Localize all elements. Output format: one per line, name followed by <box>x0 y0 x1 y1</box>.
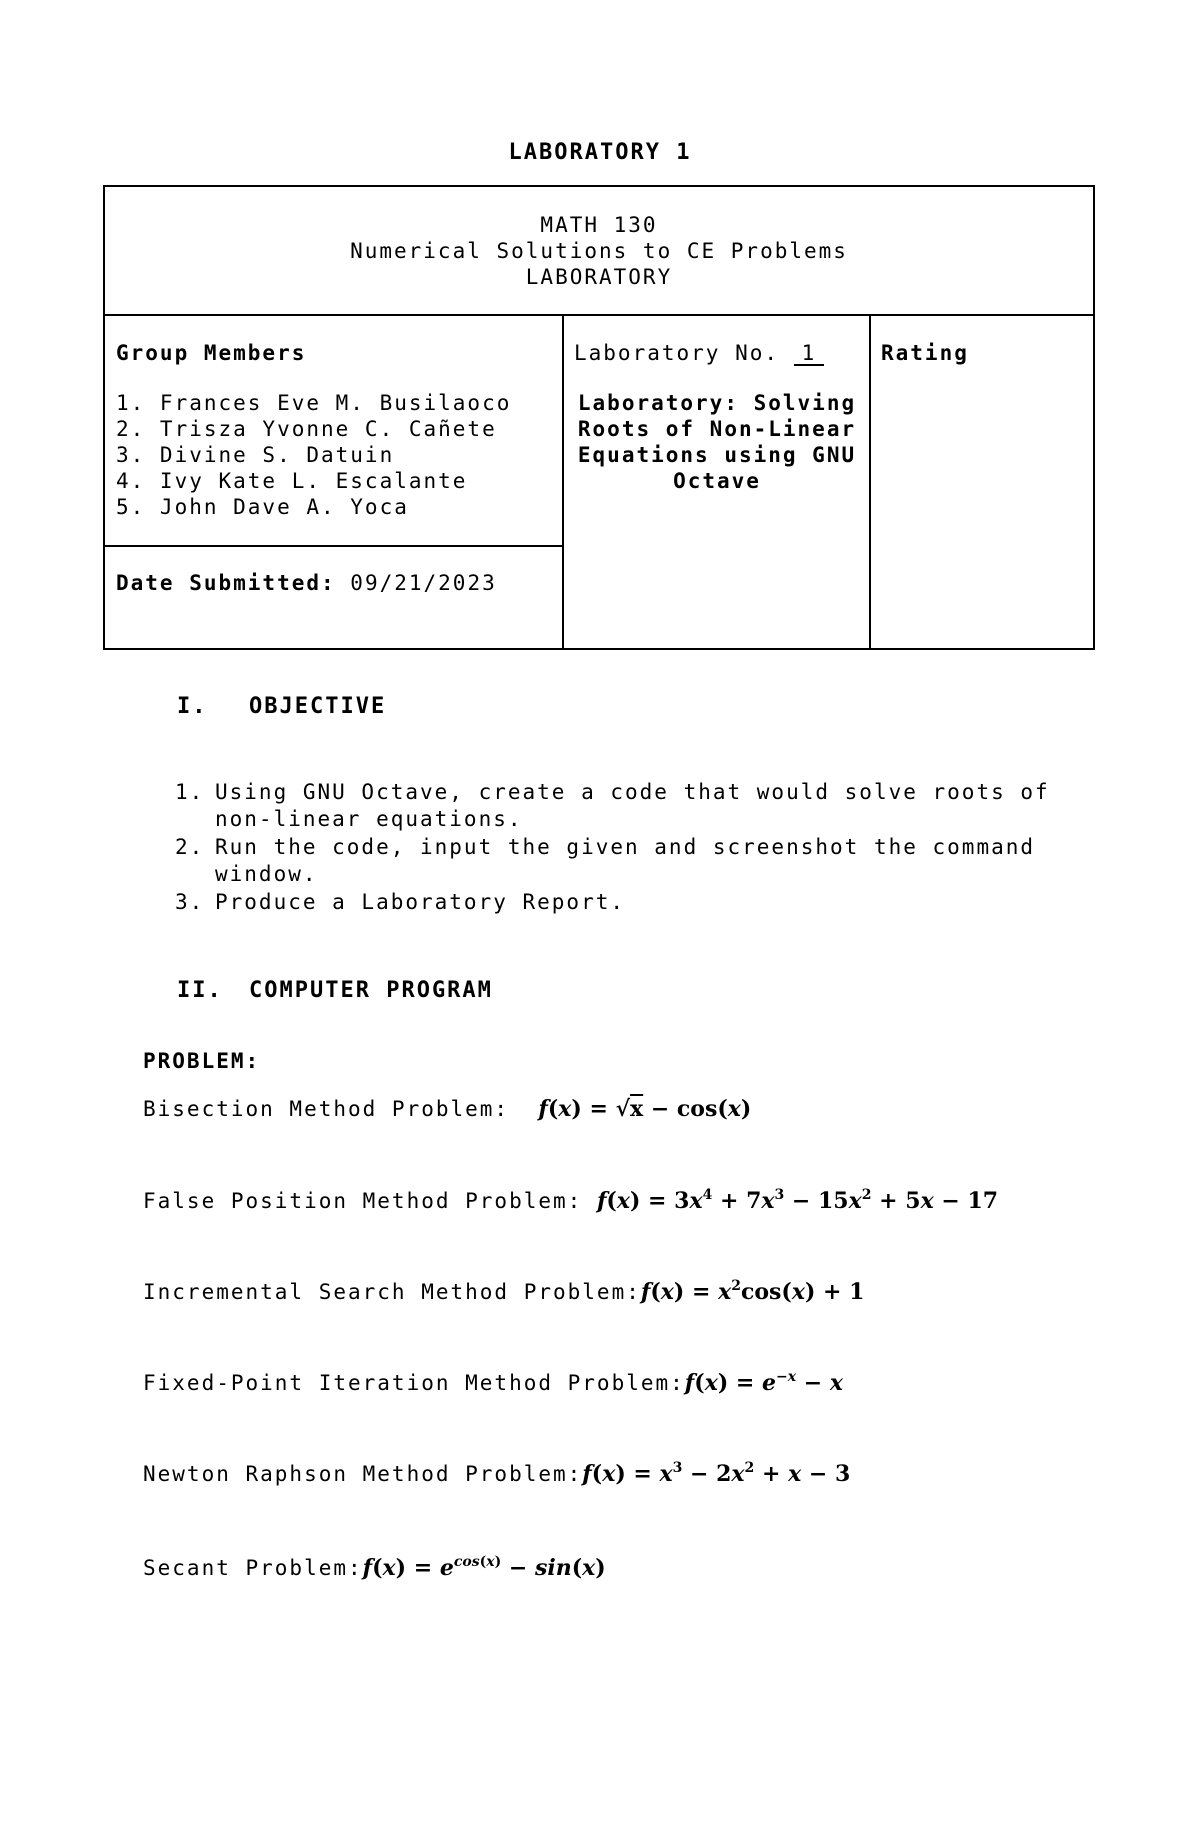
table-divider <box>103 314 1095 316</box>
rating-label: Rating <box>881 341 969 365</box>
problem-bisection <box>143 1096 751 1122</box>
problem-label: PROBLEM: <box>143 1049 261 1073</box>
objective-heading-text: OBJECTIVE <box>249 694 387 719</box>
equation: f(x) = √x − cos(x) <box>538 1096 752 1122</box>
problem-newton-raphson <box>143 1461 850 1487</box>
program-heading-text: COMPUTER PROGRAM <box>249 978 493 1003</box>
table-divider <box>869 314 871 650</box>
date-submitted-value: 09/21/2023 <box>335 571 497 595</box>
course-type: LABORATORY <box>525 265 673 289</box>
objective-list <box>175 779 1085 917</box>
equation: $f(x) = x^3 - 2x^2 + x - 3$ <box>582 1460 851 1487</box>
lab-number-label: Laboratory No. <box>574 341 780 365</box>
page-title: LABORATORY 1 <box>508 140 692 165</box>
member-item: 2. Trisza Yvonne C. Cañete <box>116 417 497 441</box>
list-item-number: 1. <box>175 780 205 804</box>
lab-title-line: Roots of Non-Linear <box>577 417 857 441</box>
equation: $f(x) = e^{cos(x)} - \sin(x)$ <box>362 1554 606 1581</box>
lab-title <box>574 390 860 494</box>
lab-number-value: 1 <box>794 342 825 366</box>
lab-number-cell <box>574 340 864 494</box>
member-item: 1. Frances Eve M. Busilaoco <box>116 391 512 415</box>
problem-incremental-search <box>143 1279 864 1305</box>
problem-label-text: Bisection Method Problem: <box>143 1097 524 1121</box>
objective-heading-num: I. <box>177 694 208 719</box>
list-item-number: 3. <box>175 890 205 914</box>
list-item <box>175 834 1085 888</box>
date-submitted-label: Date Submitted: <box>116 571 336 595</box>
member-item: 3. Divine S. Datuin <box>116 443 395 467</box>
lab-title-line: Laboratory: Solving <box>577 391 857 415</box>
lab-title-line: Octave <box>673 469 761 493</box>
list-item-text: Produce a Laboratory Report. <box>215 890 626 914</box>
objective-heading <box>177 694 386 719</box>
equation: $f(x) = 3x^4 + 7x^3 - 15x^2 + 5x - 17$ <box>596 1187 999 1214</box>
problem-false-position <box>143 1188 998 1214</box>
problem-fixed-point <box>143 1370 843 1396</box>
date-submitted <box>116 570 556 596</box>
problem-secant <box>143 1555 606 1581</box>
problem-label-text: Secant Problem: <box>143 1556 363 1580</box>
member-item: 4. Ivy Kate L. Escalante <box>116 469 468 493</box>
equation: $f(x) = x^2\cos(x) + 1$ <box>640 1278 865 1305</box>
course-title: Numerical Solutions to CE Problems <box>350 239 848 263</box>
list-item <box>175 779 1085 833</box>
table-divider <box>562 314 564 650</box>
program-heading-num: II. <box>177 978 223 1003</box>
equation: $f(x) = e^{-x} - x$ <box>684 1369 843 1396</box>
member-item: 5. John Dave A. Yoca <box>116 495 409 519</box>
problem-label-text: Incremental Search Method Problem: <box>143 1280 641 1304</box>
list-item-text: Run the code, input the given and screenshot the command window. <box>215 835 1036 886</box>
lab-title-line: Equations using GNU <box>577 443 857 467</box>
course-code: MATH 130 <box>540 213 658 237</box>
group-members-cell <box>116 340 556 520</box>
course-header <box>103 212 1095 290</box>
list-item <box>175 889 1085 916</box>
problem-label-text: Newton Raphson Method Problem: <box>143 1462 583 1486</box>
problem-label-text: Fixed-Point Iteration Method Problem: <box>143 1371 685 1395</box>
program-heading <box>177 978 493 1003</box>
table-divider <box>103 545 563 547</box>
list-item-number: 2. <box>175 835 205 859</box>
problem-label-text: False Position Method Problem: <box>143 1189 583 1213</box>
group-members-label: Group Members <box>116 341 307 365</box>
list-item-text: Using GNU Octave, create a code that would solve roots of non-linear equations. <box>215 780 1050 831</box>
